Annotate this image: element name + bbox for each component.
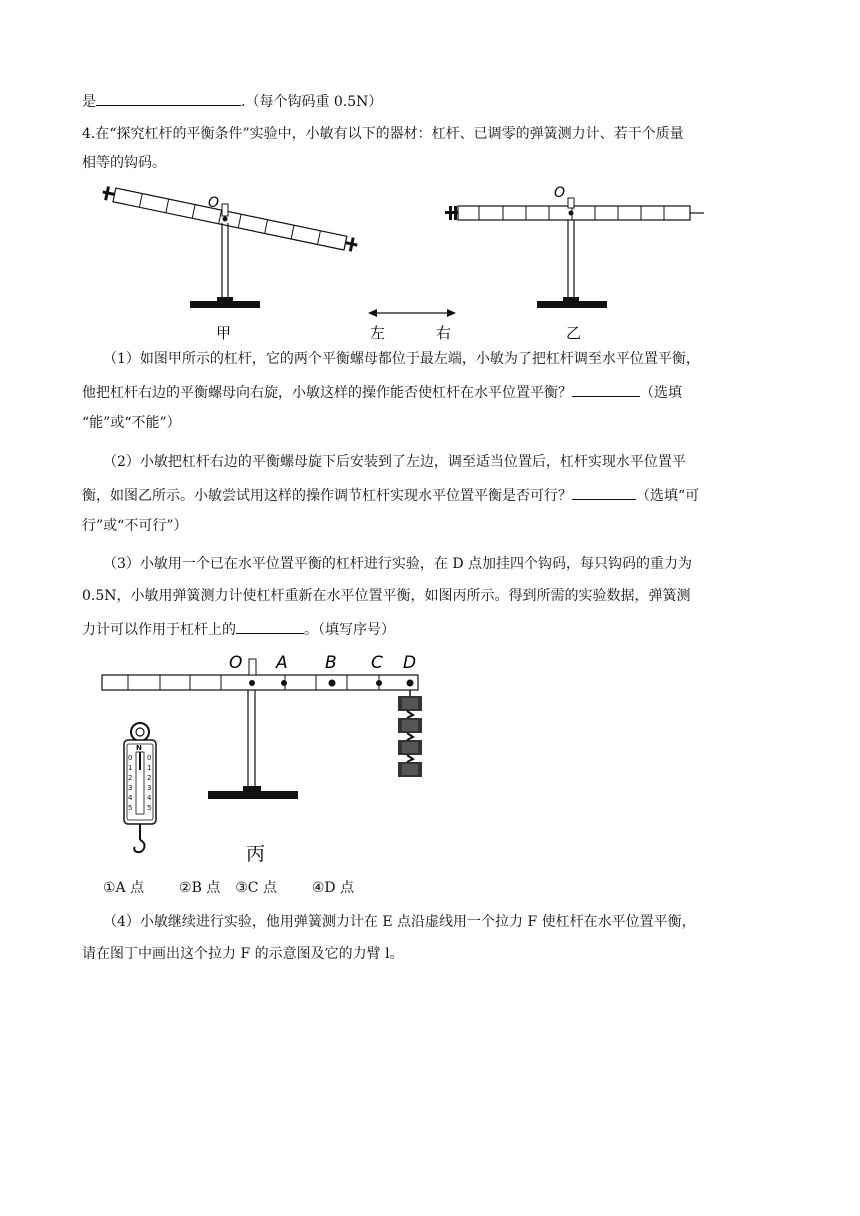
- scale-right-2: 2: [147, 774, 152, 782]
- p1-line2-text: 他把杠杆右边的平衡螺母向右旋，小敏这样的操作能否使杠杆在水平位置平衡？: [82, 385, 572, 401]
- label-d: D: [403, 653, 417, 673]
- option-b[interactable]: ②B 点: [179, 880, 221, 896]
- label-a: A: [276, 653, 288, 673]
- p2-line1: （2）小敏把杠杆右边的平衡螺母旋下后安装到了左边，调至适当位置后，杠杆实现水平位置平: [103, 454, 686, 470]
- label-c: C: [371, 653, 383, 673]
- jia-caption: 甲: [216, 324, 232, 342]
- point-c: [376, 680, 382, 686]
- p4-line1: （4）小敏继续进行实验，他用弹簧测力计在 E 点沿虚线用一个拉力 F 使杠杆在水平位置平衡，: [103, 914, 696, 930]
- p1-line2-choice: （选填: [640, 385, 682, 401]
- p2-line2-choice: （选填“可: [636, 488, 700, 504]
- scale-right-5: 5: [147, 804, 152, 812]
- spring-unit: N: [136, 744, 142, 752]
- yi-caption: 乙: [566, 324, 582, 342]
- q4-intro-line2: 相等的钩码。: [82, 155, 166, 171]
- spring-balance: [124, 723, 156, 852]
- scale-left-1: 1: [128, 764, 133, 772]
- point-d: [407, 680, 414, 687]
- jia-pivot-label: O: [208, 195, 220, 211]
- option-d[interactable]: ④D 点: [311, 880, 355, 896]
- p3-line2: 0.5N，小敏用弹簧测力计使杠杆重新在水平位置平衡，如图丙所示。得到所需的实验数据，弹簧测: [82, 588, 691, 604]
- point-b: [329, 680, 336, 687]
- p2-line3: 行”或“不可行”）: [82, 518, 188, 534]
- p3-line3-text: 力计可以作用于杠杆上的: [82, 622, 236, 638]
- scale-right-4: 4: [147, 794, 152, 802]
- scale-left-3: 3: [128, 784, 133, 792]
- q3-prefix: 是: [82, 94, 96, 110]
- scale-right-3: 3: [147, 784, 152, 792]
- scale-right-1: 1: [147, 764, 152, 772]
- scale-left-2: 2: [128, 774, 133, 782]
- hooked-weights: [398, 690, 422, 777]
- scale-left-4: 4: [128, 794, 133, 802]
- option-a[interactable]: ①A 点: [103, 880, 145, 896]
- p3-line3-suffix: 。（填写序号）: [304, 622, 395, 638]
- options-row: [103, 878, 354, 898]
- q4-intro-line1: 4.在“探究杠杆的平衡条件”实验中，小敏有以下的器材：杠杆、已调零的弹簧测力计、若干个质量: [82, 126, 684, 142]
- q3-suffix: .（每个钩码重 0.5N）: [241, 94, 383, 110]
- p1-line1: （1）如图甲所示的杠杆，它的两个平衡螺母都位于最左端，小敏为了把杠杆调至水平位置平衡，: [103, 351, 700, 367]
- scale-right-0: 0: [147, 754, 152, 762]
- label-b: B: [325, 653, 337, 673]
- label-o: O: [229, 653, 243, 673]
- point-o: [249, 680, 255, 686]
- p3-line1: （3）小敏用一个已在水平位置平衡的杠杆进行实验，在 D 点加挂四个钩码，每只钩码的重力为: [103, 556, 693, 572]
- p2-line2-text: 衡，如图乙所示。小敏尝试用这样的操作调节杠杆实现水平位置平衡是否可行？: [82, 488, 572, 504]
- p4-line2: 请在图丁中画出这个拉力 F 的示意图及它的力臂 l。: [82, 946, 404, 962]
- point-a: [281, 680, 287, 686]
- p1-line3: “能”或“不能”）: [82, 415, 181, 431]
- option-c[interactable]: ③C 点: [235, 880, 277, 896]
- direction-left-label: 左: [370, 324, 386, 342]
- direction-right-label: 右: [436, 324, 452, 342]
- yi-pivot-label: O: [554, 185, 566, 201]
- scale-left-5: 5: [128, 804, 133, 812]
- scale-left-0: 0: [128, 754, 133, 762]
- bing-caption: 丙: [246, 843, 266, 865]
